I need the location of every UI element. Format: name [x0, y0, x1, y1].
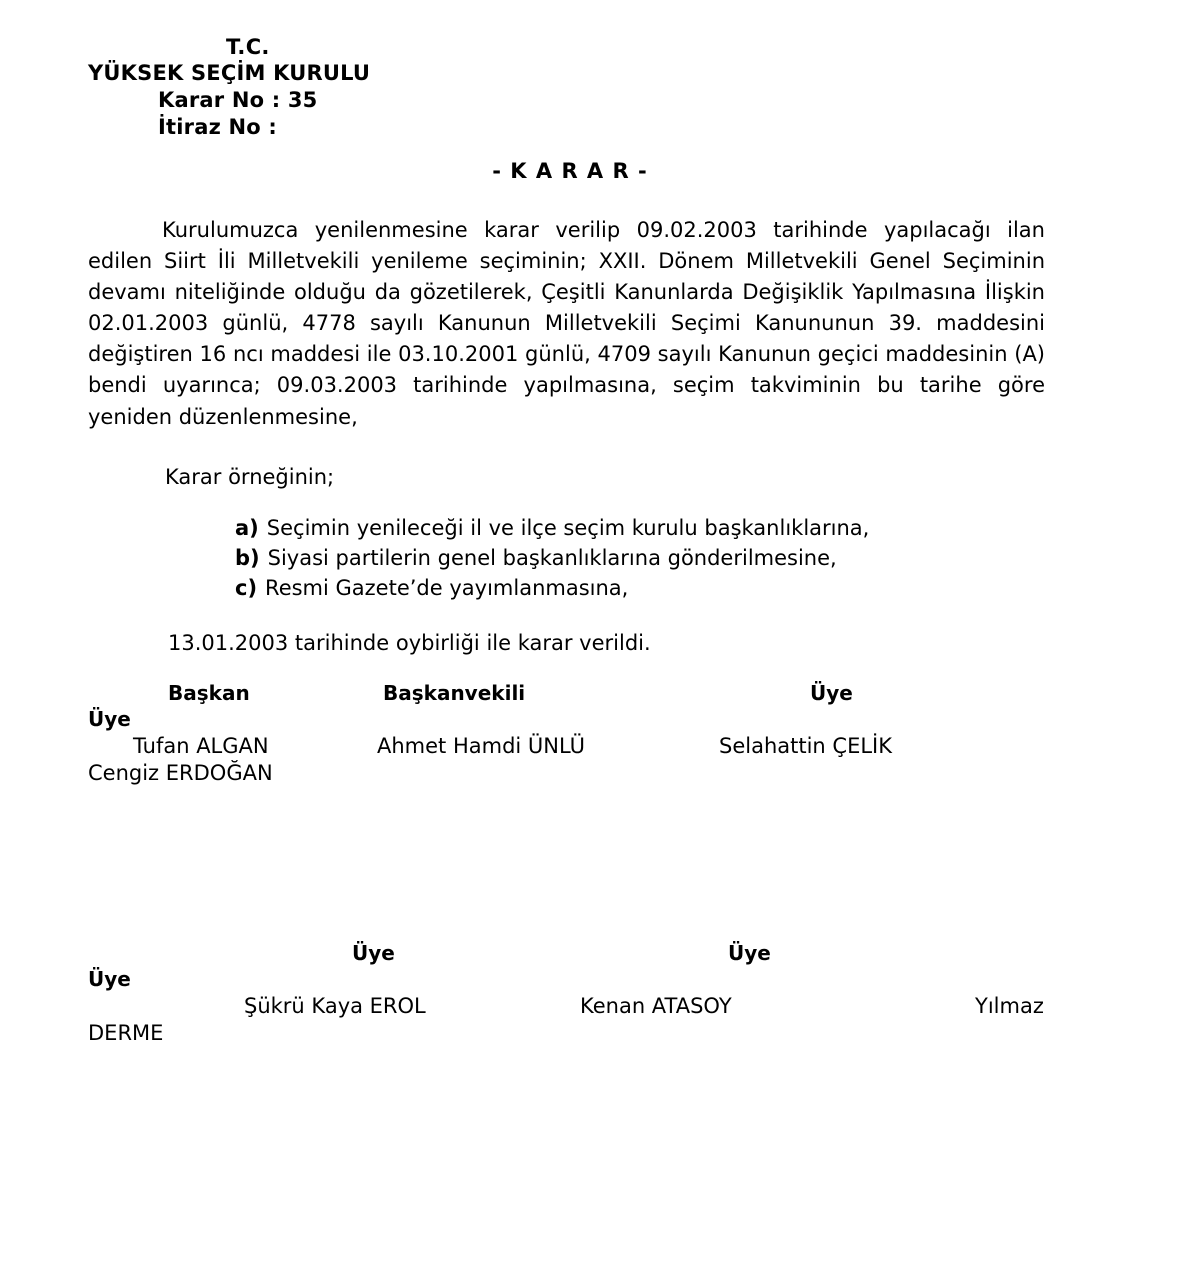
role-baskan: Başkan — [168, 681, 250, 706]
name-baskan: Tufan ALGAN — [133, 734, 269, 759]
role-uye-b: Üye — [728, 941, 771, 966]
header-organization: YÜKSEK SEÇİM KURULU — [88, 61, 371, 86]
header-objection-no: İtiraz No : — [158, 114, 278, 139]
role-uye-a: Üye — [352, 941, 395, 966]
role-baskanvekili: Başkanvekili — [383, 681, 526, 706]
document-header — [0, 34, 1200, 141]
item-text: Seçimin yenileceği il ve ilçe seçim kurulu başkanlıklarına, — [266, 516, 870, 541]
paragraph-text: Kurulumuzca yenilenmesine karar verilip 09.02.2003 tarihinde yapılacağı ilan edilen Siirt İli Milletvekili yenileme seçiminin; XXII. Dönem Milletvekili Genel Seçiminin devamı niteliğinde olduğu da gözetilerek, Çeşitli Kanunlarda Değişiklik Yapılmasına İlişkin 02.01.2003 günlü, 4778 sayılı Kanunun Milletvekili Seçimi Kanununun 39. maddesini değiştiren 16 ncı maddesi ile 03.10.2001 günlü, 4709 sayılı Kanunun geçici maddesinin (A) bendi uyarınca; 09.03.2003 tarihinde yapılmasına, seçim takviminin bu tarihe göre yeniden düzenlenmesine, — [88, 218, 1045, 429]
item-marker: c) — [235, 575, 258, 600]
name-baskanvekili: Ahmet Hamdi ÜNLÜ — [377, 734, 586, 759]
header-tc: T.C. — [226, 35, 270, 59]
name-uye-c: Yılmaz — [975, 994, 1044, 1019]
signature-block-primary — [0, 681, 1200, 801]
role-uye-left: Üye — [88, 707, 131, 732]
name-uye-c-continuation: DERME — [88, 1021, 164, 1046]
item-text: Siyasi partilerin genel başkanlıklarına gönderilmesine, — [267, 545, 837, 570]
document-title: - K A R A R - — [492, 159, 648, 184]
document-page — [0, 34, 1200, 1264]
name-uye-right: Selahattin ÇELİK — [719, 734, 893, 759]
header-decision-no: Karar No : 35 — [158, 87, 318, 112]
closing-statement: 13.01.2003 tarihinde oybirliği ile karar verildi. — [168, 631, 651, 656]
name-uye-left: Cengiz ERDOĞAN — [88, 761, 273, 786]
decision-items-list — [235, 514, 1200, 603]
item-text: Resmi Gazete’de yayımlanmasına, — [265, 575, 629, 600]
list-item — [235, 514, 1200, 544]
name-uye-a: Şükrü Kaya EROL — [244, 994, 426, 1019]
signature-block-secondary — [0, 941, 1200, 1071]
role-uye-c: Üye — [88, 967, 131, 992]
copy-intro: Karar örneğinin; — [165, 464, 335, 489]
body-paragraph — [88, 215, 1045, 433]
name-uye-b: Kenan ATASOY — [580, 994, 732, 1019]
item-marker: b) — [235, 545, 260, 570]
list-item — [235, 574, 1200, 604]
role-uye-right: Üye — [810, 681, 853, 706]
item-marker: a) — [235, 516, 259, 541]
list-item — [235, 544, 1200, 574]
